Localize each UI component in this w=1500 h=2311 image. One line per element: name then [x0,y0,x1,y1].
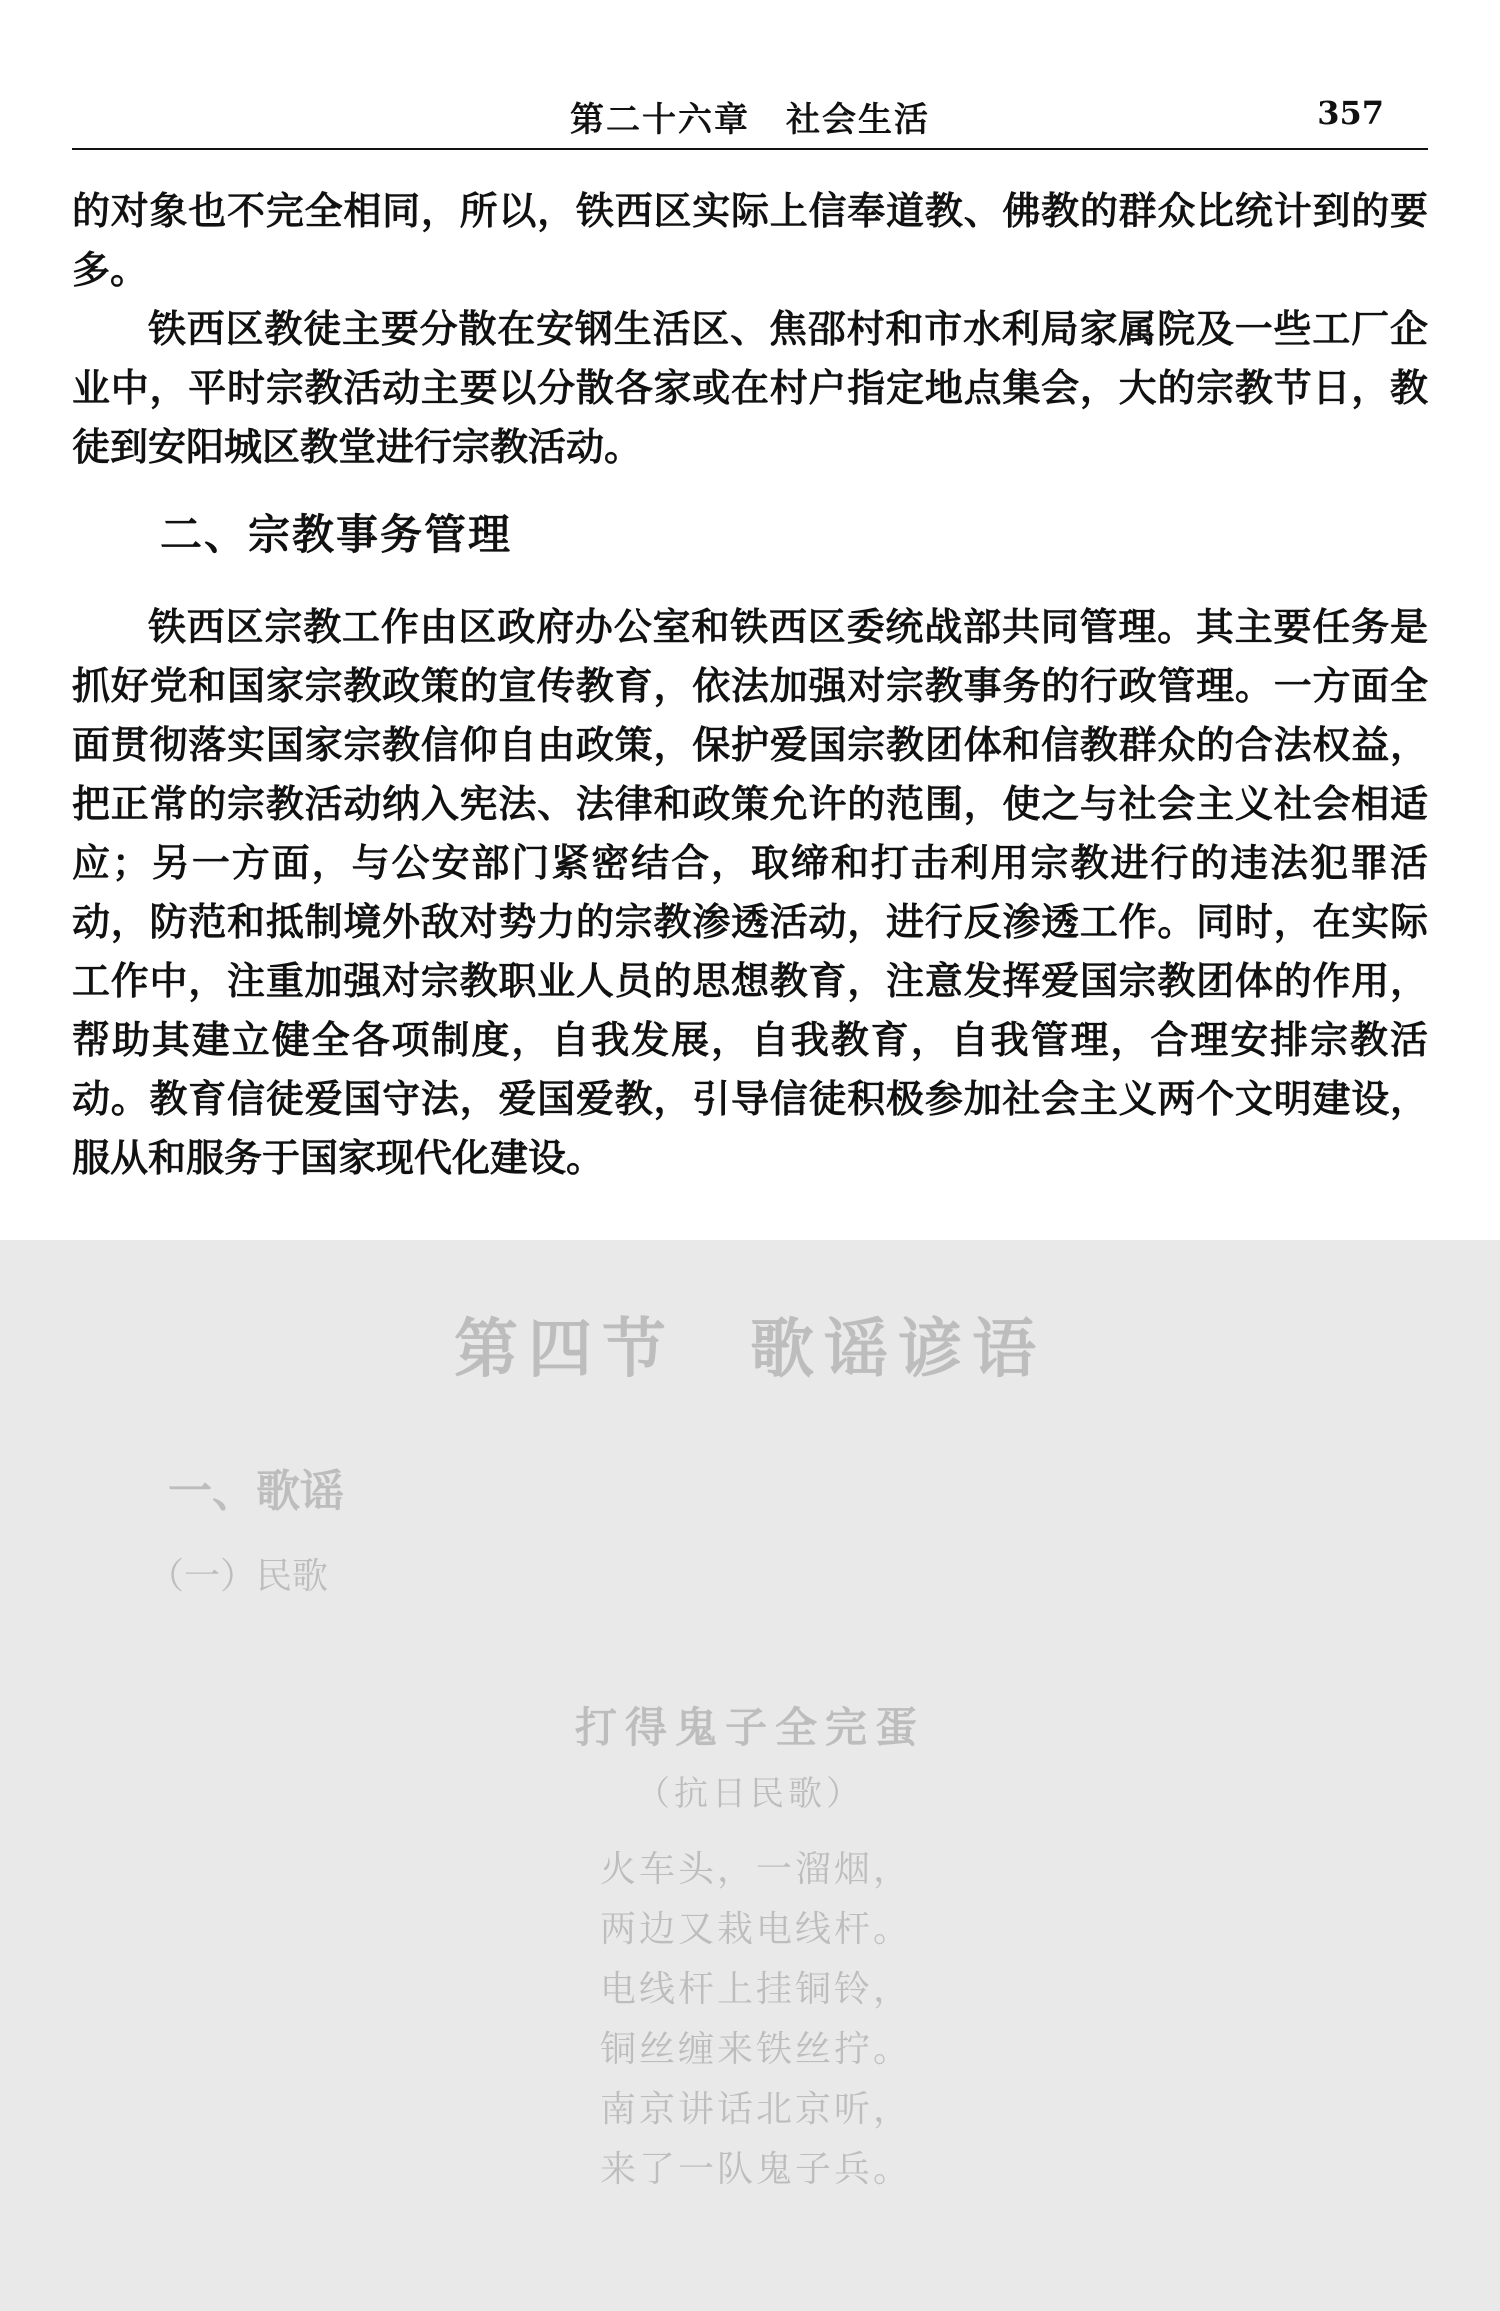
running-header [72,92,1428,142]
lyric-line: 铜丝缠来铁丝拧。 [600,2029,913,2070]
body-paragraph-1: 的对象也不完全相同，所以，铁西区实际上信奉道教、佛教的群众比统计到的要多。 [72,188,1428,292]
page-number: 357 [1317,94,1384,132]
lyric-line: 南京讲话北京听， [600,2089,913,2130]
lyric-line: 来了一队鬼子兵。 [600,2149,913,2190]
song-title: 打得鬼子全完蛋 [574,1703,925,1752]
section-heading: 二、宗教事务管理 [160,510,513,559]
header-rule [72,148,1428,150]
lyric-line: 电线杆上挂铜铃， [600,1969,913,2010]
body-paragraph-3: 铁西区宗教工作由区政府办公室和铁西区委统战部共同管理。其主要任务是抓好党和国家宗教政策的宣传教育，依法加强对宗教事务的行政管理。一方面全面贯彻落实国家宗教信仰自由政策，保护爱国宗教团体和信教群众的合法权益，把正常的宗教活动纳入宪法、法律和政策允许的范围，使之与社会主义社会相适应；另一方面，与公安部门紧密结合，取缔和打击利用宗教进行的违法犯罪活动，防范和抵制境外敌对势力的宗教渗透活动，进行反渗透工作。同时，在实际工作中，注重加强对宗教职业人员的思想教育，注意发挥爱国宗教团体的作用，帮助其建立健全各项制度，自我发展，自我教育，自我管理，合理安排宗教活动。教育信徒爱国守法，爱国爱教，引导信徒积极参加社会主义两个文明建设，服从和服务于国家现代化建设。 [72,604,1428,1180]
sub-subsection-heading: （一）民歌 [148,1556,329,1597]
lyric-line: 火车头，一溜烟， [600,1849,913,1890]
body-paragraph-2: 铁西区教徒主要分散在安钢生活区、焦邵村和市水利局家属院及一些工厂企业中，平时宗教活动主要以分散各家或在村户指定地点集会，大的宗教节日，教徒到安阳城区教堂进行宗教活动。 [72,306,1428,469]
song-lyrics [600,1840,912,2200]
section-title: 第四节 歌谣谚语 [454,1312,1046,1387]
song-subtitle: （抗日民歌） [636,1774,864,1814]
lyric-line: 两边又栽电线杆。 [600,1909,913,1950]
chapter-running-title: 第二十六章 社会生活 [570,100,930,140]
subsection-heading: 一、歌谣 [168,1466,344,1517]
